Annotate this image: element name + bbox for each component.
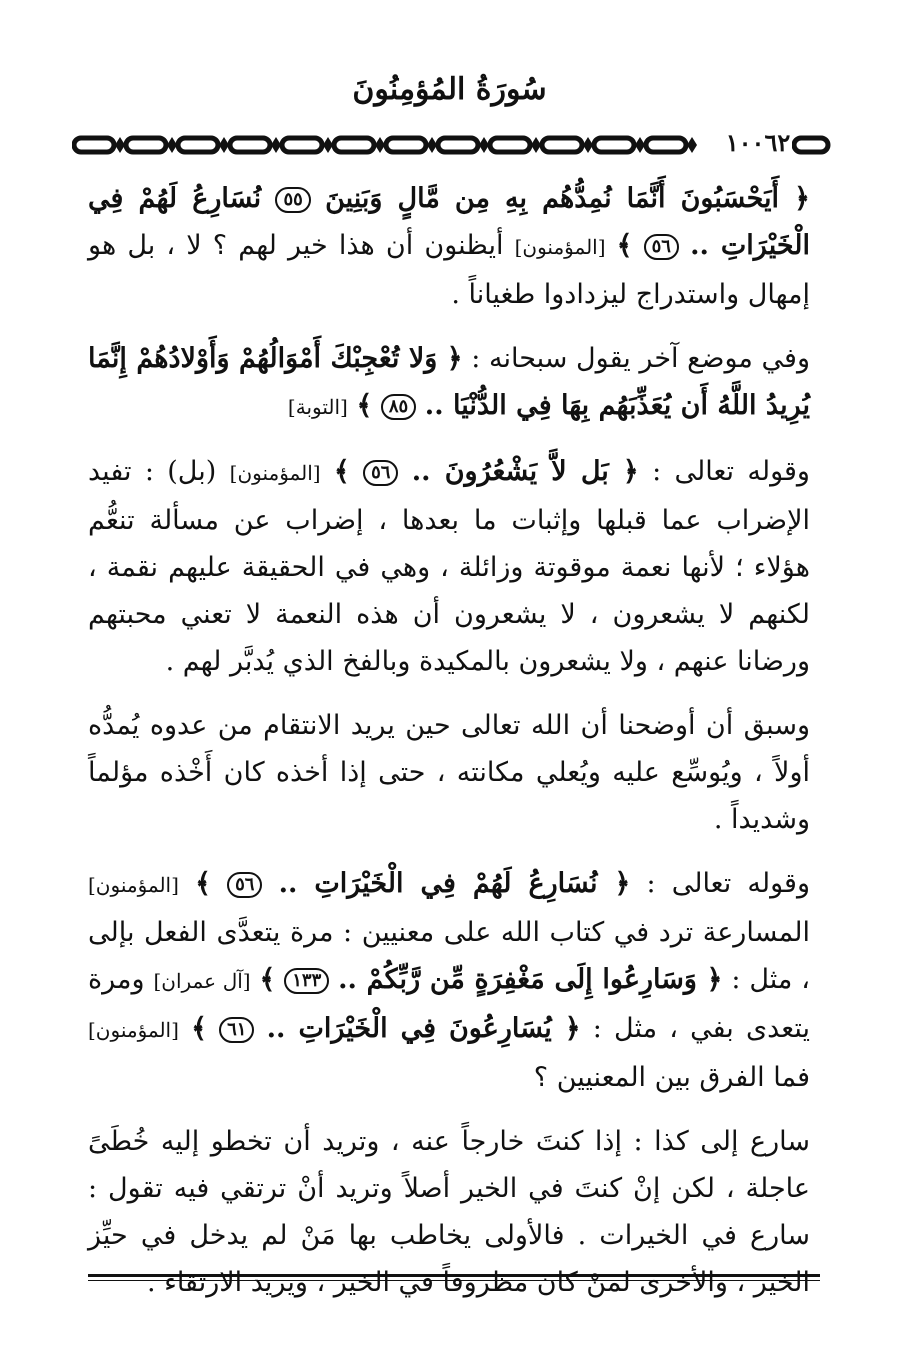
verse-text: ﴿ نُسَارِعُ لَهُمْ فِي الْخَيْرَاتِ .. [278,868,631,899]
chain-link [438,138,478,152]
chain-link [542,138,582,152]
commentary-text: المسارعة ترد في كتاب الله على معنيين : مرة يتعدَّى الفعل بإلى ، مثل : [88,917,810,995]
verse-close-bracket: ﴾ [333,456,350,487]
verse-text: نُسَارِعُ لَهُمْ فِي الْخَيْرَاتِ .. [88,183,810,261]
verse-text: ﴿ أَيَحْسَبُونَ أَنَّمَا نُمِدُّهُم بِهِ مِن مَّالٍ وَبَنِينَ [325,183,810,214]
chain-link [126,138,166,152]
chain-link [178,138,218,152]
ayah-number-marker: ٥٦ [227,872,262,898]
ayah-number-marker: ٥٦ [363,460,398,486]
commentary-text: ومرة يتعدى بفي ، مثل : [88,964,810,1044]
verse-text: ﴿ وَلا تُعْجِبْكَ أَمْوَالُهُمْ وَأَوْلادُهُمْ إِنَّمَا يُرِيدُ اللَّهُ أَن يُعَذِّبَهُم بِهَا فِي الدُّنْيَا .. [88,343,810,421]
commentary-text: وقوله تعالى : [652,456,810,487]
chain-ornament-right [792,128,832,162]
ayah-number-marker: ٨٥ [381,394,416,420]
chain-link [282,138,322,152]
chain-link [334,138,374,152]
verse-text: ﴿ يُسَارِعُونَ فِي الْخَيْرَاتِ .. [266,1013,581,1044]
chain-link [646,138,686,152]
chain-link [386,138,426,152]
footer-rule [88,1274,820,1277]
commentary-text: وسبق أن أوضحنا أن الله تعالى حين يريد الانتقام من عدوه يُمدُّه أولاً ، ويُوسِّع عليه ويُعلي مكانته ، حتى إذا أخذه كان أَخْذه مؤلماً وشديداً . [88,710,810,835]
paragraph-6 [88,1118,810,1306]
verse-close-bracket: ﴾ [191,1013,207,1044]
paragraph-5 [88,860,810,1101]
commentary-text: فما الفرق بين المعنيين ؟ [533,1062,810,1093]
chain-link [490,138,530,152]
surah-reference: [آل عمران] [153,969,251,993]
ayah-number-marker: ٦١ [219,1017,254,1043]
verse-text: ﴿ بَل لاَّ يَشْعُرُونَ .. [411,456,639,487]
commentary-text: أيظنون أن هذا خير لهم ؟ لا ، بل هو إمهال واستدراج ليزدادوا طغياناً . [88,230,810,310]
surah-reference: [التوبة] [287,395,348,419]
verse-text: ﴿ وَسَارِعُوا إِلَى مَغْفِرَةٍ مِّن رَّبِّكُمْ .. [338,964,723,995]
ayah-number-marker: ١٣٣ [284,968,329,994]
chain-diamond [687,137,697,153]
paragraph-2 [88,335,810,431]
chain-link [74,138,114,152]
surah-reference: [المؤمنون] [88,1018,179,1042]
verse-close-bracket: ﴾ [259,964,276,995]
paragraph-4 [88,702,810,843]
chain-link [230,138,270,152]
commentary-text: سارع إلى كذا : إذا كنتَ خارجاً عنه ، وتريد أن تخطو إليه خُطَىً عاجلة ، لكن إنْ كنتَ في الخير أصلاً وتريد أنْ ترتقي فيه تقول : سارع في الخيرات . فالأولى يخاطب بها مَنْ لم يدخل في حيِّز الخير ، والأخرى لمنْ كان مظروفاً في الخير ، ويريد الارتقاء . [88,1126,810,1298]
ayah-number-marker: ٥٥ [275,187,310,213]
chain-ornament [72,128,720,162]
commentary-text: وفي موضع آخر يقول سبحانه : [471,343,810,374]
commentary-text: (بل) : تفيد الإضراب عما قبلها وإثبات ما بعدها ، إضراب عن مسألة تنعُّم هؤلاء ؛ لأنها نعمة موقوتة وزائلة ، وهي في الحقيقة عليهم نقمة ، لكنهم لا يشعرون ، لا يشعرون أن هذه النعمة لا تعني محبتهم ورضانا عنهم ، ولا يشعرون بالمكيدة وبالفخ الذي يُدبَّر لهم . [88,456,810,677]
commentary-text: وقوله تعالى : [646,868,810,899]
verse-close-bracket: ﴾ [616,230,633,261]
footer-rule-thin [88,1280,820,1281]
body-text [88,175,810,1323]
chain-link [594,138,634,152]
verse-close-bracket: ﴾ [195,868,211,899]
surah-reference: [المؤمنون] [229,461,321,485]
paragraph-3 [88,448,810,685]
surah-reference: [المؤمنون] [514,235,606,259]
ayah-number-marker: ٥٦ [644,234,679,260]
verse-close-bracket: ﴾ [356,390,373,421]
page-number: ١٠٠٦٢ [725,128,791,157]
surah-title: سُورَةُ المُؤمِنُونَ [352,72,547,107]
surah-reference: [المؤمنون] [88,873,179,897]
paragraph-1 [88,175,810,318]
